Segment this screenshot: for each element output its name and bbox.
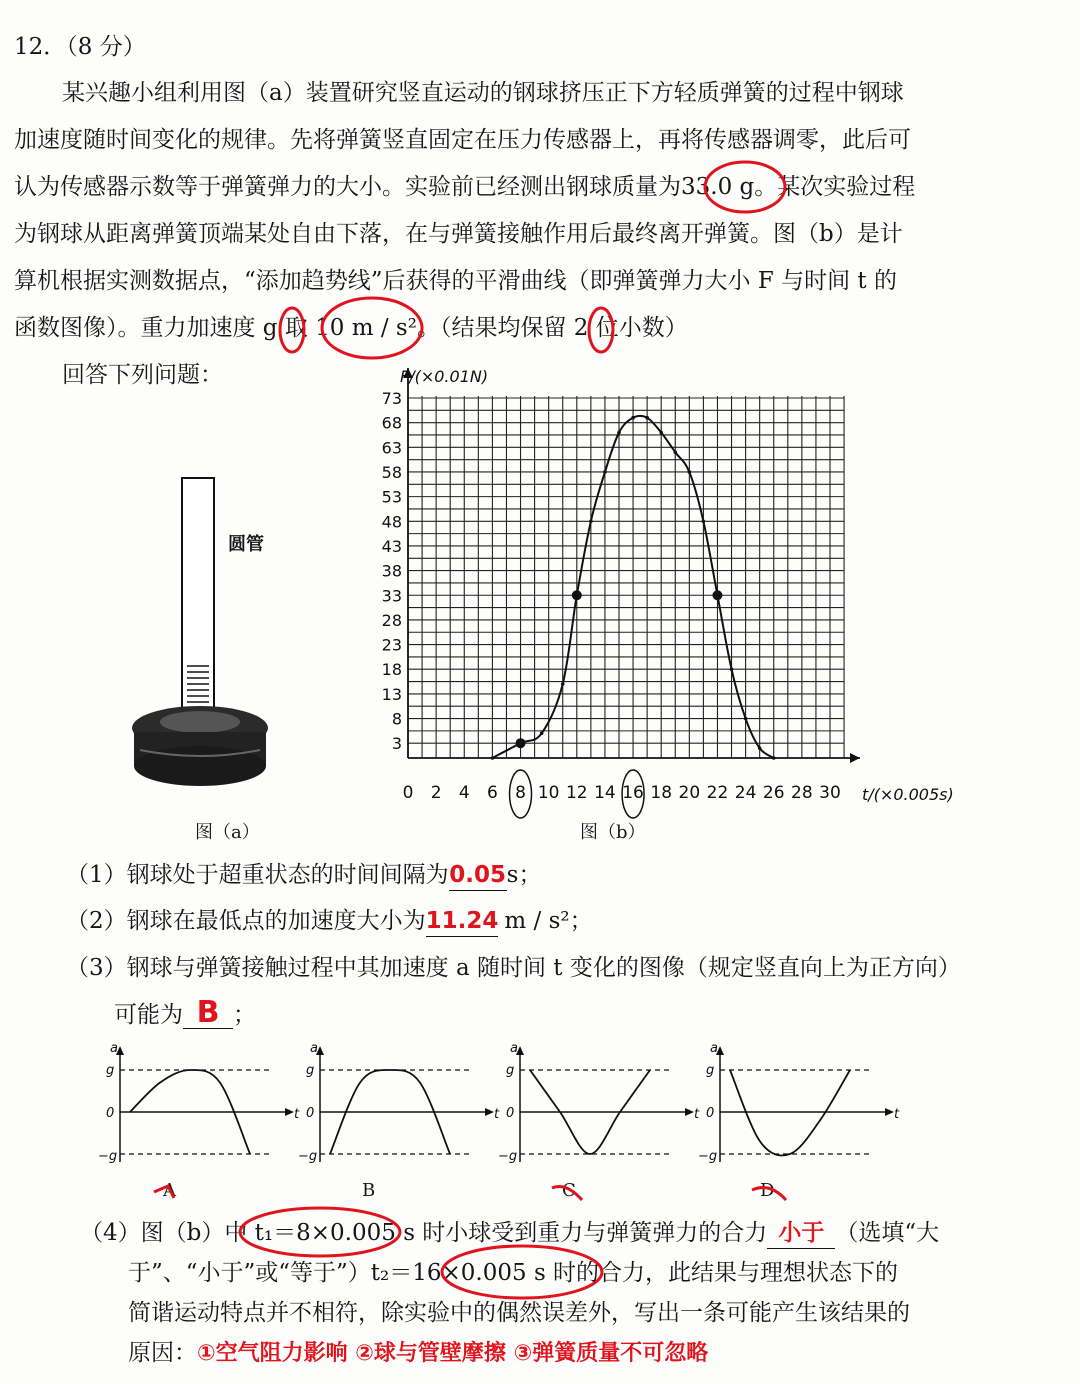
intro-line-6: 函数图像）。重力加速度 g 取 10 m / s²。（结果均保留 2 位小数） [14,315,688,341]
g-circle [280,308,304,352]
x-tick-label: 18 [650,783,673,803]
sub2-answer-text: 11.24 [425,908,499,934]
x-tick-label: 6 [486,783,498,803]
sub4-text-1: （4）图（b）中 t₁＝8×0.005 s 时小球受到重力与弹簧弹力的合力 [80,1220,768,1246]
figure-a-caption: 图（a） [195,822,260,843]
neg-g-tick-label: −g [698,1149,718,1164]
y-tick-label: 8 [391,709,402,729]
t-axis-label: t [694,1107,700,1122]
data-point [561,682,565,686]
a-axis-label: a [310,1041,318,1056]
x-axis-label: t/(×0.005s) [862,785,954,804]
data-point [540,732,544,736]
data-point [688,470,692,474]
zero-tick-label: 0 [306,1106,315,1121]
sensor-top-inner [160,711,240,733]
intro-line-2: 加速度随时间变化的规律。先将弹簧竖直固定在压力传感器上，再将传感器调零，此后可 [14,127,911,153]
sub1-text: （1）钢球处于超重状态的时间间隔为 [66,862,449,888]
sub3-answer[interactable] [183,995,233,1030]
x-tick-label: 26 [762,783,785,803]
mass-circle [705,162,785,212]
data-point [744,717,748,721]
t1-circle [240,1208,400,1256]
x-tick-label: 0 [402,783,414,803]
data-point [702,519,706,523]
sub2-answer[interactable] [426,906,499,937]
g-tick-label: g [106,1063,115,1078]
x-tick-label: 30 [819,783,841,803]
x-tick-label: 8 [515,783,526,803]
y-tick-label: 13 [381,684,402,704]
data-point [673,450,677,454]
sub3-answer-text: B [196,995,220,1030]
sub4-text-1b: （选填“大 [835,1220,940,1246]
g-tick-label: g [506,1063,515,1078]
data-point [772,756,776,760]
marked-point [712,590,722,600]
neg-g-tick-label: −g [298,1149,318,1164]
x-tick-label: 28 [791,783,813,803]
data-point [589,519,593,523]
y-tick-label: 58 [381,462,402,482]
y-axis-label: F/(×0.01N) [400,367,489,386]
sub4-answer1-text: 小于 [778,1220,825,1246]
a-axis-label: a [510,1041,518,1056]
x-tick-label: 2 [430,783,442,803]
marked-point [516,738,526,748]
option-b-label: B [362,1180,376,1201]
option-a-label: A [163,1180,176,1201]
sub1-answer[interactable] [449,860,507,891]
intro-line-5: 算机根据实测数据点，“添加趋势线”后获得的平滑曲线（即弹簧弹力大小 F 与时间 t 的 [14,268,897,294]
data-point [603,470,607,474]
data-point [617,431,621,435]
data-point [491,756,495,760]
g-value-circle [322,298,422,358]
t2-circle [442,1246,602,1298]
y-tick-label: 18 [381,660,402,680]
y-tick-label: 73 [381,389,402,408]
intro-annotations [0,0,1080,400]
t-axis-arrow-icon [885,1108,894,1116]
sub1 [66,860,541,891]
x-tick-label: 14 [594,783,616,803]
sub4-line3: 简谐运动特点并不相符，除实验中的偶然误差外，写出一条可能产生该结果的 [128,1300,910,1326]
x-tick-label: 24 [734,783,757,803]
option-c-label: C [562,1180,576,1201]
intro-line-3: 认为传感器示数等于弹簧弹力的大小。实验前已经测出钢球质量为33.0 g。某次实验过程 [14,174,916,200]
sub3-line2 [114,995,256,1030]
y-tick-label: 38 [381,561,402,581]
sub2-unit: m / s²； [504,908,593,934]
zero-tick-label: 0 [706,1106,715,1121]
neg-g-tick-label: −g [498,1149,518,1164]
y-tick-label: 3 [391,734,402,754]
sub3-text: 可能为 [114,1002,183,1028]
t-axis-label: t [294,1107,300,1122]
sub2 [66,906,593,937]
data-point [659,431,663,435]
neg-g-tick-label: −g [98,1149,118,1164]
g-tick-label: g [306,1063,315,1078]
x-tick-label: 12 [565,783,588,803]
x-tick-label: 10 [537,783,560,803]
option-b-graph[interactable] [290,1040,500,1175]
sub4-annotations [0,1200,1080,1310]
a-axis-label: a [710,1041,718,1056]
sub4-reason-answer[interactable]: ①空气阻力影响 ②球与管壁摩擦 ③弹簧质量不可忽略 [197,1341,709,1366]
y-tick-label: 53 [381,487,402,507]
y-tick-label: 63 [381,438,402,458]
data-point [631,416,635,420]
data-point [645,416,649,420]
t-axis-label: t [894,1107,900,1122]
y-tick-label: 28 [381,610,402,630]
y-tick-label: 23 [381,635,402,655]
option-c-graph[interactable] [490,1040,700,1175]
data-point [730,667,734,671]
option-d-label: D [760,1180,775,1201]
y-tick-label: 48 [381,512,402,532]
precision-circle [589,308,613,352]
x-tick-label: 4 [458,783,470,803]
y-tick-label: 68 [381,413,402,433]
figure-a-apparatus [130,470,300,810]
sub1-unit: s； [506,862,542,888]
option-a-graph[interactable] [90,1040,300,1175]
y-tick-label: 43 [381,536,402,556]
y-tick-label: 33 [381,586,402,606]
intro-line-4: 为钢球从距离弹簧顶端某处自由下落，在与弹簧接触作用后最终离开弹簧。图（b）是计 [14,221,903,247]
zero-tick-label: 0 [506,1106,515,1121]
figure-b-chart [360,360,960,810]
tube [182,478,214,723]
marked-point [572,590,582,600]
question-number: 12．（8 分） [14,34,146,60]
sub2-text: （2）钢球在最低点的加速度大小为 [66,908,426,934]
a-axis-label: a [110,1041,118,1056]
sub3-line1: （3）钢球与弹簧接触过程中其加速度 a 随时间 t 变化的图像（规定竖直向上为正方向） [66,955,961,981]
data-point [758,746,762,750]
sub4-line2: 于”、“小于”或“等于”）t₂＝16×0.005 s 时的合力，此结果与理想状态下的 [128,1260,899,1286]
g-tick-label: g [706,1063,715,1078]
intro-line-1: 某兴趣小组利用图（a）装置研究竖直运动的钢球挤压正下方轻质弹簧的过程中钢球 [62,80,904,106]
tube-label: 圆管 [228,534,264,555]
x-tick-label: 22 [706,783,729,803]
zero-tick-label: 0 [106,1106,115,1121]
x-tick-label: 16 [622,783,644,803]
sub3-end: ； [233,1002,256,1028]
sub1-answer-text: 0.05 [449,862,507,888]
t-axis-label: t [494,1107,500,1122]
figure-b-caption: 图（b） [580,822,646,843]
x-tick-label: 20 [678,783,701,803]
x-axis-arrow-icon [850,753,860,763]
option-d-graph[interactable] [690,1040,900,1175]
prompt: 回答下列问题： [62,362,223,388]
sub4-reason-label: 原因： [128,1340,197,1366]
sub4-line4 [128,1338,708,1369]
